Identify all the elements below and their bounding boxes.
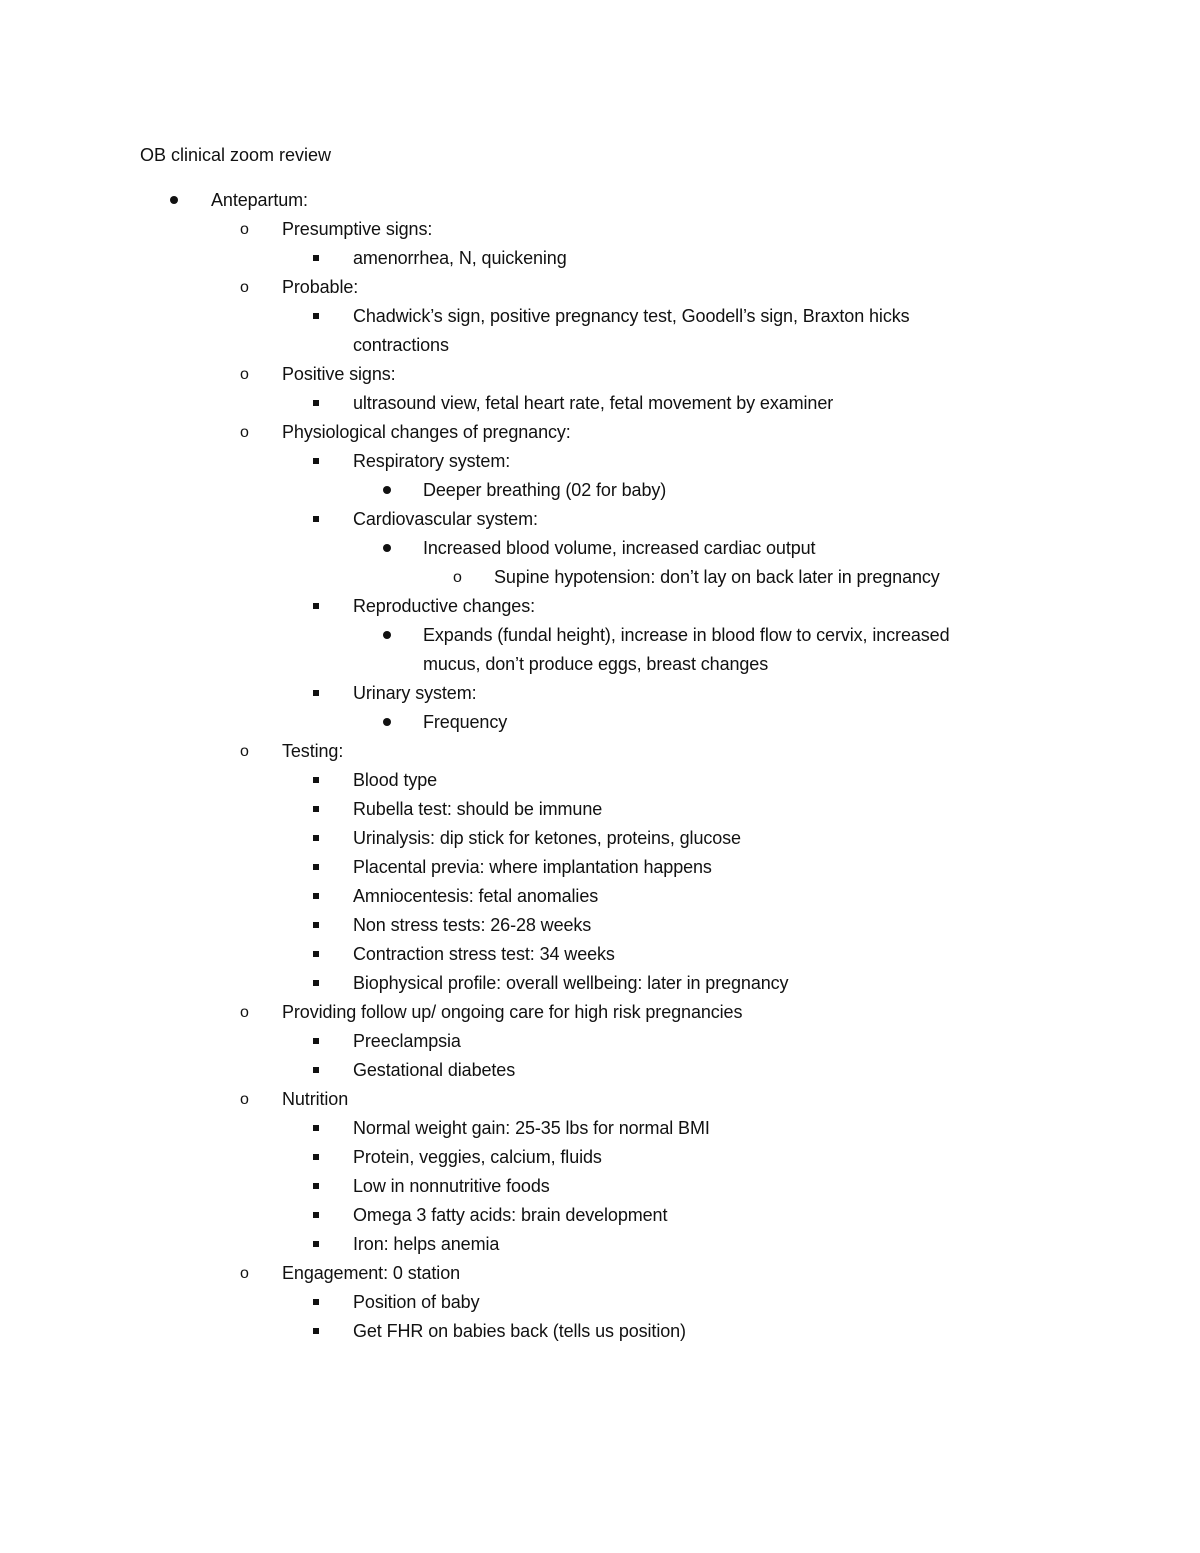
list-item-text: Physiological changes of pregnancy:: [282, 422, 571, 442]
list-item-text: ultrasound view, fetal heart rate, fetal movement by examiner: [353, 393, 834, 413]
list-item-text: Amniocentesis: fetal anomalies: [353, 886, 599, 906]
list-item-text-continued: mucus, don’t produce eggs, breast changes: [423, 654, 769, 674]
list-item-text: Respiratory system:: [353, 451, 511, 471]
bullet-square-icon: [313, 603, 319, 609]
list-item-text: Increased blood volume, increased cardiac output: [423, 538, 816, 558]
bullet-circle-icon: o: [240, 743, 249, 760]
list-item-text: Supine hypotension: don’t lay on back later in pregnancy: [494, 567, 940, 587]
bullet-square-icon: [313, 980, 319, 986]
list-item-text: Cardiovascular system:: [353, 509, 538, 529]
list-item-text: Normal weight gain: 25-35 lbs for normal BMI: [353, 1118, 710, 1138]
list-item-text: Presumptive signs:: [282, 219, 433, 239]
bullet-square-icon: [313, 1067, 319, 1073]
list-item-text: Rubella test: should be immune: [353, 799, 603, 819]
list-item-text: Omega 3 fatty acids: brain development: [353, 1205, 668, 1225]
document-title: OB clinical zoom review: [140, 145, 332, 165]
list-item-text: Protein, veggies, calcium, fluids: [353, 1147, 602, 1167]
list-item-text: Gestational diabetes: [353, 1060, 516, 1080]
list-item-text: Positive signs:: [282, 364, 396, 384]
list-item-text: Iron: helps anemia: [353, 1234, 500, 1254]
bullet-square-icon: [313, 864, 319, 870]
bullet-square-icon: [313, 922, 319, 928]
bullet-disc-icon: [383, 544, 391, 552]
list-item-text: Engagement: 0 station: [282, 1263, 461, 1283]
list-item-text: Nutrition: [282, 1089, 349, 1109]
bullet-square-icon: [313, 893, 319, 899]
bullet-circle-icon: o: [453, 569, 462, 586]
list-item-text: Testing:: [282, 741, 344, 761]
list-item-text: Placental previa: where implantation happens: [353, 857, 712, 877]
bullet-circle-icon: o: [240, 1091, 249, 1108]
bullet-circle-icon: o: [240, 1265, 249, 1282]
bullet-square-icon: [313, 516, 319, 522]
list-item-text-continued: contractions: [353, 335, 449, 355]
list-item-text: Antepartum:: [211, 190, 308, 210]
bullet-circle-icon: o: [240, 1004, 249, 1021]
list-item-text: amenorrhea, N, quickening: [353, 248, 567, 268]
bullet-square-icon: [313, 400, 319, 406]
list-item-text: Reproductive changes:: [353, 596, 536, 616]
bullet-square-icon: [313, 951, 319, 957]
list-item-text: Providing follow up/ ongoing care for high risk pregnancies: [282, 1002, 743, 1022]
bullet-square-icon: [313, 690, 319, 696]
bullet-square-icon: [313, 1299, 319, 1305]
bullet-square-icon: [313, 806, 319, 812]
bullet-square-icon: [313, 1212, 319, 1218]
list-item-text: Biophysical profile: overall wellbeing: later in pregnancy: [353, 973, 789, 993]
bullet-square-icon: [313, 1038, 319, 1044]
bullet-circle-icon: o: [240, 279, 249, 296]
bullet-circle-icon: o: [240, 366, 249, 383]
bullet-square-icon: [313, 1125, 319, 1131]
bullet-square-icon: [313, 777, 319, 783]
bullet-circle-icon: o: [240, 424, 249, 441]
list-item-text: Blood type: [353, 770, 438, 790]
bullet-square-icon: [313, 1328, 319, 1334]
list-item-text: Probable:: [282, 277, 359, 297]
list-item-text: Chadwick’s sign, positive pregnancy test, Goodell’s sign, Braxton hicks: [353, 306, 910, 326]
list-item-text: Low in nonnutritive foods: [353, 1176, 550, 1196]
bullet-disc-icon: [383, 486, 391, 494]
list-item-text: Urinary system:: [353, 683, 477, 703]
list-item-text: Non stress tests: 26-28 weeks: [353, 915, 592, 935]
list-item-text: Preeclampsia: [353, 1031, 461, 1051]
bullet-circle-icon: o: [240, 221, 249, 238]
list-item-text: Urinalysis: dip stick for ketones, proteins, glucose: [353, 828, 741, 848]
bullet-square-icon: [313, 1154, 319, 1160]
bullet-disc-icon: [383, 718, 391, 726]
bullet-square-icon: [313, 255, 319, 261]
bullet-square-icon: [313, 458, 319, 464]
list-item-text: Frequency: [423, 712, 508, 732]
list-item-text: Contraction stress test: 34 weeks: [353, 944, 615, 964]
list-item-text: Position of baby: [353, 1292, 480, 1312]
bullet-square-icon: [313, 835, 319, 841]
bullet-square-icon: [313, 313, 319, 319]
bullet-square-icon: [313, 1183, 319, 1189]
list-item-text: Deeper breathing (02 for baby): [423, 480, 667, 500]
list-item-text: Get FHR on babies back (tells us position): [353, 1321, 686, 1341]
bullet-square-icon: [313, 1241, 319, 1247]
list-item-text: Expands (fundal height), increase in blood flow to cervix, increased: [423, 625, 950, 645]
bullet-disc-icon: [383, 631, 391, 639]
bullet-disc-icon: [170, 196, 178, 204]
